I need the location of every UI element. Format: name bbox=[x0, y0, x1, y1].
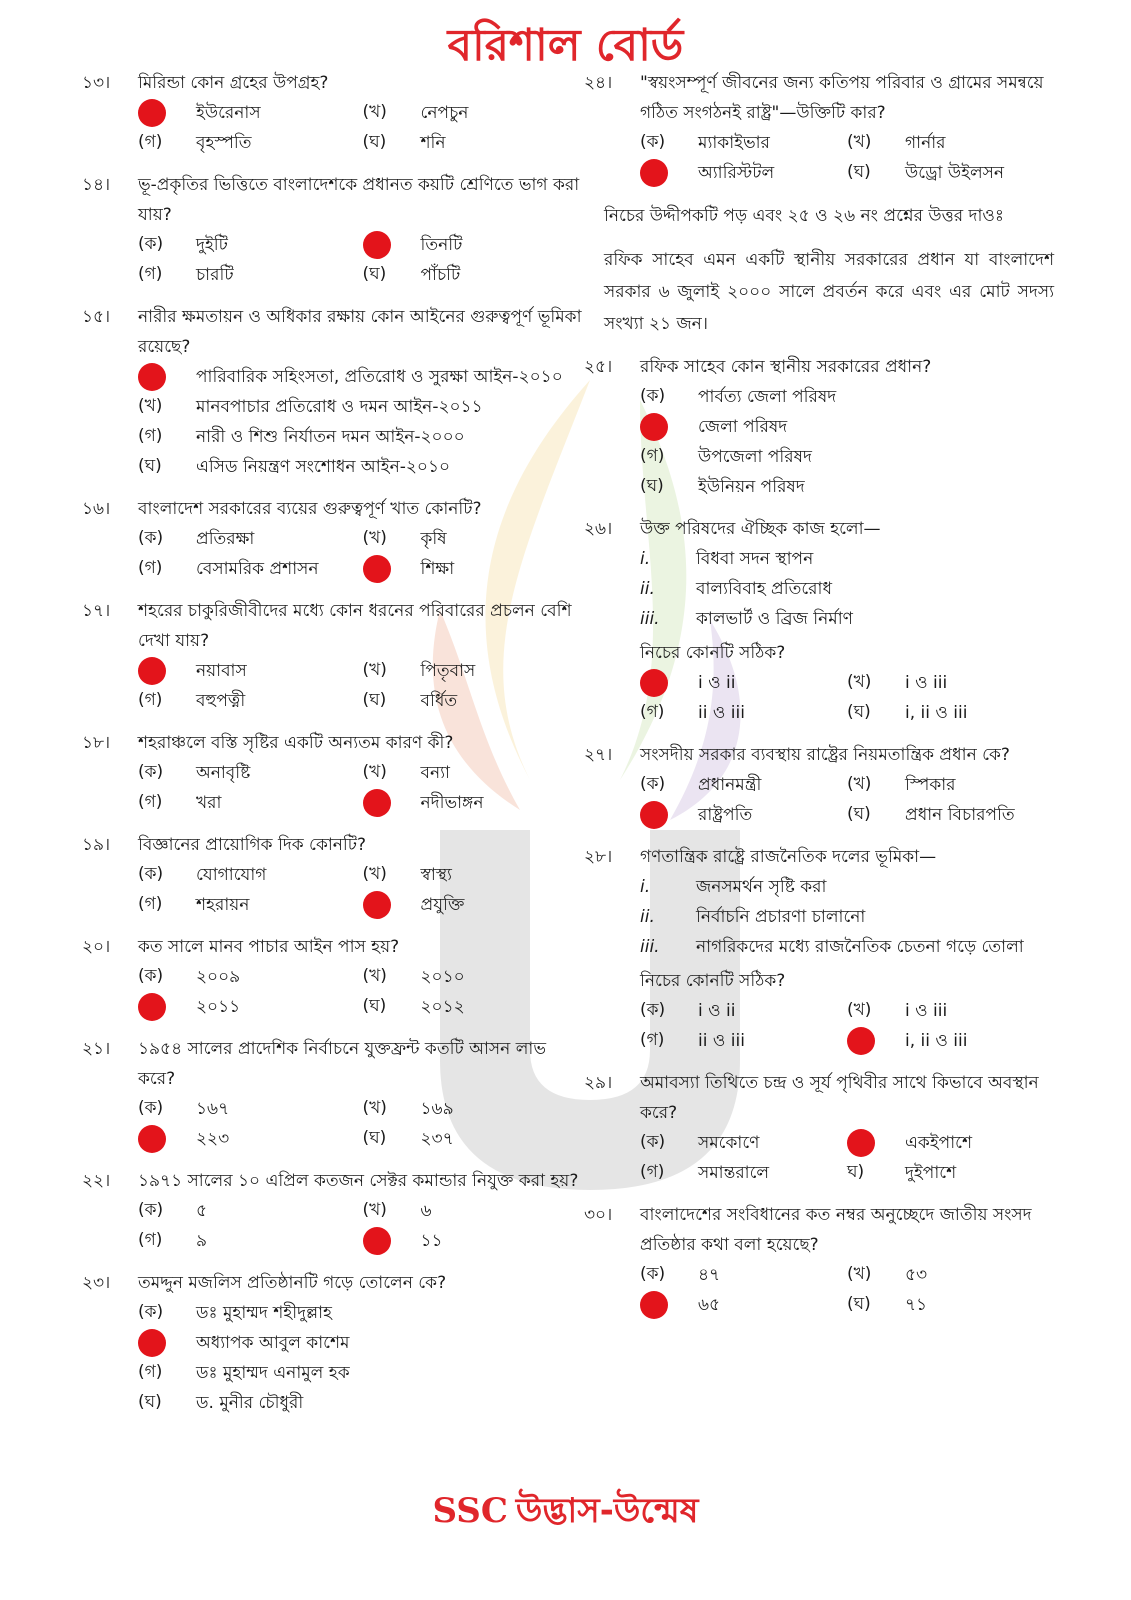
option-label: (ঘ) bbox=[847, 804, 871, 824]
option-label: (ক) bbox=[138, 864, 164, 884]
option-ga[interactable] bbox=[640, 800, 847, 830]
question-number: ১৮। bbox=[82, 733, 111, 753]
option-kha[interactable] bbox=[363, 230, 588, 260]
option-label: (খ) bbox=[362, 528, 387, 548]
answer-mark bbox=[138, 99, 166, 127]
option-text: সমকোণে bbox=[698, 1133, 760, 1153]
option-ka[interactable] bbox=[138, 860, 363, 890]
option-text: ২০০৯ bbox=[196, 967, 241, 987]
option-label: (ক) bbox=[640, 774, 666, 794]
option-ga[interactable] bbox=[138, 1124, 363, 1154]
option-kha[interactable] bbox=[847, 1260, 1054, 1290]
option-gha[interactable] bbox=[847, 158, 1054, 188]
option-text: ২২৩ bbox=[196, 1129, 230, 1149]
option-kha[interactable] bbox=[847, 996, 1054, 1026]
option-gha[interactable] bbox=[847, 1158, 1054, 1188]
option-label: (খ) bbox=[362, 102, 387, 122]
option-text: ৫৩ bbox=[905, 1265, 928, 1285]
option-gha[interactable] bbox=[363, 128, 588, 158]
question-number: ১৭। bbox=[82, 601, 111, 621]
answer-mark bbox=[640, 413, 668, 441]
option-ga[interactable] bbox=[138, 788, 363, 818]
option-ka[interactable] bbox=[138, 1298, 587, 1328]
option-label: (ঘ) bbox=[640, 476, 664, 496]
option-kha[interactable] bbox=[363, 962, 588, 992]
option-ka[interactable] bbox=[640, 382, 1054, 412]
option-text: ৬ bbox=[420, 1201, 432, 1221]
option-text: জেলা পরিষদ bbox=[698, 417, 788, 437]
right-column bbox=[584, 68, 1054, 1332]
option-label: (ক) bbox=[138, 234, 164, 254]
question-text: মিরিন্ডা কোন গ্রহের উপগ্রহ? bbox=[138, 73, 329, 93]
option-gha[interactable] bbox=[363, 1226, 588, 1256]
option-label: (গ) bbox=[640, 702, 665, 722]
option-text: অধ্যাপক আবুল কাশেম bbox=[196, 1333, 350, 1353]
option-label: (গ) bbox=[138, 558, 163, 578]
question-29 bbox=[584, 1068, 1054, 1188]
option-gha[interactable] bbox=[363, 554, 588, 584]
option-gha[interactable] bbox=[363, 992, 588, 1022]
option-text: রাষ্ট্রপতি bbox=[698, 805, 753, 825]
option-text: বহুপত্নী bbox=[196, 691, 246, 711]
option-label: (গ) bbox=[138, 426, 163, 446]
question-28 bbox=[584, 842, 1054, 1056]
option-text: ৭১ bbox=[905, 1295, 928, 1315]
option-text: i ও ii bbox=[698, 673, 736, 693]
statement-row: i. বিধবা সদন স্থাপন bbox=[640, 549, 814, 569]
answer-mark bbox=[363, 789, 391, 817]
option-label: (গ) bbox=[138, 792, 163, 812]
option-ka[interactable] bbox=[138, 362, 587, 392]
question-text: ১৯৭১ সালের ১০ এপ্রিল কতজন সেক্টর কমান্ডার নিযুক্ত করা হয়? bbox=[138, 1171, 579, 1191]
statement-row: iii. কালভার্ট ও ব্রিজ নির্মাণ bbox=[640, 609, 853, 629]
answer-mark bbox=[138, 363, 166, 391]
question-text: ১৯৫৪ সালের প্রাদেশিক নির্বাচনে যুক্তফ্রন্ট কতটি আসন লাভ করে? bbox=[138, 1039, 546, 1089]
question-20 bbox=[82, 932, 587, 1022]
option-label: (খ) bbox=[847, 132, 872, 152]
option-text: খরা bbox=[196, 793, 222, 813]
option-ka[interactable] bbox=[138, 1094, 363, 1124]
option-ka[interactable] bbox=[138, 230, 363, 260]
option-text: সমান্তরালে bbox=[698, 1163, 770, 1183]
option-gha[interactable] bbox=[847, 1290, 1054, 1320]
option-text: ৯ bbox=[196, 1231, 208, 1251]
option-text: মানবপাচার প্রতিরোধ ও দমন আইন-২০১১ bbox=[196, 397, 483, 417]
option-label: (খ) bbox=[362, 1098, 387, 1118]
option-label: ঘ) bbox=[847, 1162, 865, 1182]
option-text: ৪৭ bbox=[698, 1265, 721, 1285]
option-ga[interactable] bbox=[138, 422, 587, 452]
option-label: (খ) bbox=[362, 660, 387, 680]
question-30 bbox=[584, 1200, 1054, 1320]
option-ga[interactable] bbox=[138, 260, 363, 290]
answer-mark bbox=[640, 669, 668, 697]
option-text: শনি bbox=[420, 133, 446, 153]
option-text: প্রতিরক্ষা bbox=[196, 529, 255, 549]
option-label: (ক) bbox=[138, 1200, 164, 1220]
option-ka[interactable] bbox=[138, 98, 363, 128]
question-number: ১৯। bbox=[82, 835, 111, 855]
option-text: অনাবৃষ্টি bbox=[196, 763, 251, 783]
option-text: নয়াবাস bbox=[196, 661, 247, 681]
option-label: (ঘ) bbox=[362, 1128, 387, 1148]
option-label: (খ) bbox=[847, 774, 872, 794]
option-label: (খ) bbox=[362, 762, 387, 782]
footer-slogan: উদ্ভাস-উন্মেষ bbox=[515, 1491, 699, 1531]
question-number: ২৫। bbox=[584, 357, 613, 377]
question-text: বাংলাদেশ সরকারের ব্যয়ের গুরুত্বপূর্ণ খাত কোনটি? bbox=[138, 499, 482, 519]
option-gha[interactable] bbox=[363, 1124, 588, 1154]
option-ga[interactable] bbox=[138, 686, 363, 716]
question-13 bbox=[82, 68, 587, 158]
option-label: (ক) bbox=[138, 1302, 164, 1322]
option-ka[interactable] bbox=[640, 770, 847, 800]
question-number: ২৭। bbox=[584, 745, 613, 765]
option-text: দুইপাশে bbox=[905, 1163, 957, 1183]
question-19 bbox=[82, 830, 587, 920]
question-number: ১৪। bbox=[82, 175, 111, 195]
question-text: উক্ত পরিষদের ঐচ্ছিক কাজ হলো— bbox=[640, 519, 881, 539]
option-label: (গ) bbox=[640, 1030, 665, 1050]
question-26 bbox=[584, 514, 1054, 728]
option-text: ম্যাকাইভার bbox=[698, 133, 770, 153]
answer-mark bbox=[640, 1291, 668, 1319]
answer-mark bbox=[640, 801, 668, 829]
option-text: ২৩৭ bbox=[420, 1129, 454, 1149]
question-text: নারীর ক্ষমতায়ন ও অধিকার রক্ষায় কোন আইনের গুরুত্বপূর্ণ ভূমিকা রয়েছে? bbox=[138, 307, 582, 357]
option-text: ৫ bbox=[196, 1201, 208, 1221]
option-gha[interactable] bbox=[847, 800, 1054, 830]
question-text: তমদ্দুন মজলিস প্রতিষ্ঠানটি গড়ে তোলেন কে? bbox=[138, 1273, 447, 1293]
option-kha[interactable] bbox=[363, 758, 588, 788]
option-label: (ঘ) bbox=[362, 690, 387, 710]
option-text: উপজেলা পরিষদ bbox=[698, 447, 812, 467]
option-text: শিক্ষা bbox=[420, 559, 455, 579]
option-text: i, ii ও iii bbox=[905, 1031, 968, 1051]
statement-row: ii. বাল্যবিবাহ প্রতিরোধ bbox=[640, 579, 832, 599]
answer-mark bbox=[847, 1129, 875, 1157]
option-text: ডঃ মুহাম্মদ এনামুল হক bbox=[196, 1363, 350, 1383]
option-text: পিতৃবাস bbox=[420, 661, 476, 681]
option-ka[interactable] bbox=[640, 1260, 847, 1290]
option-text: স্বাস্থ্য bbox=[420, 865, 452, 885]
option-text: i, ii ও iii bbox=[905, 703, 968, 723]
option-text: ২০১২ bbox=[420, 997, 465, 1017]
question-18 bbox=[82, 728, 587, 818]
option-ka[interactable] bbox=[138, 1196, 363, 1226]
option-label: (ঘ) bbox=[362, 264, 387, 284]
option-label: (ক) bbox=[640, 1264, 666, 1284]
option-kha[interactable] bbox=[363, 1094, 588, 1124]
option-ka[interactable] bbox=[138, 656, 363, 686]
statement-row: iii. নাগরিকদের মধ্যে রাজনৈতিক চেতনা গড়ে তোলা bbox=[640, 937, 1024, 957]
option-text: অ্যারিস্টটল bbox=[698, 163, 775, 183]
option-label: (ঘ) bbox=[138, 456, 162, 476]
option-text: ii ও iii bbox=[698, 1031, 745, 1051]
option-text: বৃহস্পতি bbox=[196, 133, 252, 153]
option-ga[interactable] bbox=[138, 554, 363, 584]
option-ka[interactable] bbox=[640, 128, 847, 158]
answer-mark bbox=[138, 1125, 166, 1153]
sub-question: নিচের কোনটি সঠিক? bbox=[640, 643, 786, 663]
option-text: পাঁচটি bbox=[420, 265, 461, 285]
option-text: শহরায়ন bbox=[196, 895, 250, 915]
question-text: শহরের চাকুরিজীবীদের মধ্যে কোন ধরনের পরিবারের প্রচলন বেশি দেখা যায়? bbox=[138, 601, 572, 651]
option-kha[interactable] bbox=[138, 392, 587, 422]
answer-mark bbox=[363, 555, 391, 583]
answer-mark bbox=[138, 657, 166, 685]
option-label: (ক) bbox=[640, 1132, 666, 1152]
option-label: (খ) bbox=[362, 864, 387, 884]
answer-mark bbox=[363, 231, 391, 259]
option-label: (ঘ) bbox=[847, 1294, 871, 1314]
option-text: উড্রো উইলসন bbox=[905, 163, 1005, 183]
question-text: শহরাঞ্চলে বস্তি সৃষ্টির একটি অন্যতম কারণ কী? bbox=[138, 733, 454, 753]
stimulus-passage: রফিক সাহেব এমন একটি স্থানীয় সরকারের প্রধান যা বাংলাদেশ সরকার ৬ জুলাই ২০০০ সালে প্রবর্তন করে এবং এর মোট সদস্য সংখ্যা ২১ জন। bbox=[604, 250, 1054, 334]
option-text: নদীভাঙ্গন bbox=[420, 793, 484, 813]
option-label: (ক) bbox=[640, 132, 666, 152]
option-label: (গ) bbox=[138, 1230, 163, 1250]
option-ga[interactable] bbox=[640, 442, 1054, 472]
option-text: ২০১১ bbox=[196, 997, 241, 1017]
option-kha[interactable] bbox=[363, 656, 588, 686]
option-gha[interactable] bbox=[640, 472, 1054, 502]
option-ka[interactable] bbox=[640, 668, 847, 698]
option-label: (গ) bbox=[138, 690, 163, 710]
question-text: বিজ্ঞানের প্রায়োগিক দিক কোনটি? bbox=[138, 835, 367, 855]
option-kha[interactable] bbox=[847, 668, 1054, 698]
option-ga[interactable] bbox=[138, 128, 363, 158]
answer-mark bbox=[363, 1227, 391, 1255]
option-gha[interactable] bbox=[363, 260, 588, 290]
option-label: (গ) bbox=[640, 446, 665, 466]
option-kha[interactable] bbox=[847, 1128, 1054, 1158]
option-gha[interactable] bbox=[363, 788, 588, 818]
option-label: (ক) bbox=[138, 762, 164, 782]
option-label: (খ) bbox=[138, 396, 163, 416]
option-text: ২০১০ bbox=[420, 967, 465, 987]
option-text: এসিড নিয়ন্ত্রণ সংশোধন আইন-২০১০ bbox=[196, 457, 451, 477]
option-label: (গ) bbox=[138, 1362, 163, 1382]
question-text: রফিক সাহেব কোন স্থানীয় সরকারের প্রধান? bbox=[640, 357, 932, 377]
option-text: কৃষি bbox=[420, 529, 447, 549]
option-label: (ক) bbox=[138, 966, 164, 986]
option-kha[interactable] bbox=[363, 1196, 588, 1226]
option-kha[interactable] bbox=[363, 860, 588, 890]
option-label: (ঘ) bbox=[847, 702, 871, 722]
option-text: বেসামরিক প্রশাসন bbox=[196, 559, 319, 579]
option-text: ইউনিয়ন পরিষদ bbox=[698, 477, 805, 497]
option-label: (ক) bbox=[640, 386, 666, 406]
question-number: ২৯। bbox=[584, 1073, 613, 1093]
statement-row: ii. নির্বাচনি প্রচারণা চালানো bbox=[640, 907, 866, 927]
option-gha[interactable] bbox=[363, 686, 588, 716]
option-label: (ঘ) bbox=[362, 996, 387, 1016]
left-column bbox=[82, 68, 587, 1430]
question-text: বাংলাদেশের সংবিধানের কত নম্বর অনুচ্ছেদে জাতীয় সংসদ প্রতিষ্ঠার কথা বলা হয়েছে? bbox=[640, 1205, 1032, 1255]
option-kha[interactable] bbox=[363, 524, 588, 554]
board-title: বরিশাল বোর্ড bbox=[447, 20, 684, 71]
question-text: গণতান্ত্রিক রাষ্ট্রে রাজনৈতিক দলের ভূমিকা— bbox=[640, 847, 937, 867]
option-text: গার্নার bbox=[905, 133, 946, 153]
option-text: ১৬৯ bbox=[420, 1099, 454, 1119]
option-text: তিনটি bbox=[420, 235, 463, 255]
option-text: ১৬৭ bbox=[196, 1099, 230, 1119]
footer-brand bbox=[0, 1485, 1131, 1542]
answer-mark bbox=[138, 993, 166, 1021]
question-number: ১৩। bbox=[82, 73, 111, 93]
option-label: (খ) bbox=[847, 1264, 872, 1284]
option-kha[interactable] bbox=[847, 770, 1054, 800]
option-text: একইপাশে bbox=[905, 1133, 973, 1153]
option-gha[interactable] bbox=[138, 1388, 587, 1418]
question-number: ২২। bbox=[82, 1171, 111, 1191]
option-text: ডঃ মুহাম্মদ শহীদুল্লাহ bbox=[196, 1303, 332, 1323]
question-text: কত সালে মানব পাচার আইন পাস হয়? bbox=[138, 937, 400, 957]
option-text: i ও iii bbox=[905, 1001, 948, 1021]
option-text: ১১ bbox=[420, 1231, 443, 1251]
question-16 bbox=[82, 494, 587, 584]
option-ga[interactable] bbox=[138, 992, 363, 1022]
question-17 bbox=[82, 596, 587, 716]
option-text: ii ও iii bbox=[698, 703, 745, 723]
option-text: চারটি bbox=[196, 265, 234, 285]
option-ga[interactable] bbox=[640, 698, 847, 728]
option-text: প্রধান বিচারপতি bbox=[905, 805, 1015, 825]
option-text: স্পিকার bbox=[905, 775, 956, 795]
option-label: (গ) bbox=[138, 894, 163, 914]
option-text: দুইটি bbox=[196, 235, 228, 255]
option-text: বর্ধিত bbox=[420, 691, 458, 711]
option-text: ড. মুনীর চৌধুরী bbox=[196, 1393, 304, 1413]
option-ka[interactable] bbox=[138, 758, 363, 788]
option-label: (ক) bbox=[640, 1000, 666, 1020]
question-number: ১৫। bbox=[82, 307, 111, 327]
option-gha[interactable] bbox=[847, 1026, 1054, 1056]
option-ka[interactable] bbox=[138, 524, 363, 554]
option-gha[interactable] bbox=[363, 890, 588, 920]
question-text: "স্বয়ংসম্পূর্ণ জীবনের জন্য কতিপয় পরিবার ও গ্রামের সমন্বয়ে গঠিত সংগঠনই রাষ্ট্র"—উক্তিটি কার? bbox=[640, 73, 1044, 123]
question-number: ২০। bbox=[82, 937, 111, 957]
option-label: (ক) bbox=[138, 1098, 164, 1118]
answer-mark bbox=[363, 891, 391, 919]
option-kha[interactable] bbox=[640, 412, 1054, 442]
option-text: যোগাযোগ bbox=[196, 865, 267, 885]
option-label: (খ) bbox=[847, 1000, 872, 1020]
footer-ssc: SSC bbox=[432, 1491, 508, 1531]
option-text: প্রধানমন্ত্রী bbox=[698, 775, 762, 795]
question-text: সংসদীয় সরকার ব্যবস্থায় রাষ্ট্রের নিয়মতান্ত্রিক প্রধান কে? bbox=[640, 745, 1010, 765]
question-number: ২৬। bbox=[584, 519, 613, 539]
option-text: বন্যা bbox=[420, 763, 450, 783]
option-ka[interactable] bbox=[138, 962, 363, 992]
option-text: ৬৫ bbox=[698, 1295, 721, 1315]
option-ga[interactable] bbox=[640, 1290, 847, 1320]
option-gha[interactable] bbox=[847, 698, 1054, 728]
option-label: (ক) bbox=[138, 528, 164, 548]
question-25 bbox=[584, 352, 1054, 502]
option-text: ইউরেনাস bbox=[196, 103, 261, 123]
answer-mark bbox=[847, 1027, 875, 1055]
option-label: (ঘ) bbox=[362, 132, 387, 152]
question-27 bbox=[584, 740, 1054, 830]
option-text: i ও ii bbox=[698, 1001, 736, 1021]
question-text: ভূ-প্রকৃতির ভিত্তিতে বাংলাদেশকে প্রধানত কয়টি শ্রেণিতে ভাগ করা যায়? bbox=[138, 175, 580, 225]
answer-mark bbox=[138, 1329, 166, 1357]
option-gha[interactable] bbox=[138, 452, 587, 482]
sub-question: নিচের কোনটি সঠিক? bbox=[640, 971, 786, 991]
option-ga[interactable] bbox=[640, 1158, 847, 1188]
option-ga[interactable] bbox=[138, 1226, 363, 1256]
option-text: নারী ও শিশু নির্যাতন দমন আইন-২০০০ bbox=[196, 427, 465, 447]
question-22 bbox=[82, 1166, 587, 1256]
option-text: পার্বত্য জেলা পরিষদ bbox=[698, 387, 837, 407]
option-kha[interactable] bbox=[138, 1328, 587, 1358]
option-kha[interactable] bbox=[363, 98, 588, 128]
option-label: (খ) bbox=[362, 1200, 387, 1220]
question-number: ২৩। bbox=[82, 1273, 111, 1293]
question-24 bbox=[584, 68, 1054, 188]
question-text: অমাবস্যা তিথিতে চন্দ্র ও সূর্য পৃথিবীর সাথে কিভাবে অবস্থান করে? bbox=[640, 1073, 1039, 1123]
option-text: i ও iii bbox=[905, 673, 948, 693]
question-21 bbox=[82, 1034, 587, 1154]
option-label: (খ) bbox=[362, 966, 387, 986]
option-kha[interactable] bbox=[847, 128, 1054, 158]
question-23 bbox=[82, 1268, 587, 1418]
option-label: (গ) bbox=[640, 1162, 665, 1182]
option-text: নেপচুন bbox=[420, 103, 469, 123]
question-14 bbox=[82, 170, 587, 290]
stimulus-intro: নিচের উদ্দীপকটি পড় এবং ২৫ ও ২৬ নং প্রশ্নের উত্তর দাওঃ bbox=[604, 206, 1004, 226]
answer-mark bbox=[640, 159, 668, 187]
option-text: পারিবারিক সহিংসতা, প্রতিরোধ ও সুরক্ষা আইন-২০১০ bbox=[196, 367, 563, 387]
option-ka[interactable] bbox=[640, 996, 847, 1026]
question-number: ২৮। bbox=[584, 847, 613, 867]
option-text: প্রযুক্তি bbox=[420, 895, 465, 915]
option-ga[interactable] bbox=[138, 890, 363, 920]
option-label: (ঘ) bbox=[847, 162, 871, 182]
question-number: ২১। bbox=[82, 1039, 111, 1059]
option-ka[interactable] bbox=[640, 1128, 847, 1158]
option-ga[interactable] bbox=[640, 1026, 847, 1056]
option-ga[interactable] bbox=[138, 1358, 587, 1388]
question-15 bbox=[82, 302, 587, 482]
question-number: ৩০। bbox=[584, 1205, 613, 1225]
option-label: (গ) bbox=[138, 132, 163, 152]
option-label: (ঘ) bbox=[138, 1392, 162, 1412]
option-label: (খ) bbox=[847, 672, 872, 692]
option-ga[interactable] bbox=[640, 158, 847, 188]
question-number: ২৪। bbox=[584, 73, 613, 93]
option-label: (গ) bbox=[138, 264, 163, 284]
statement-row: i. জনসমর্থন সৃষ্টি করা bbox=[640, 877, 827, 897]
question-number: ১৬। bbox=[82, 499, 111, 519]
